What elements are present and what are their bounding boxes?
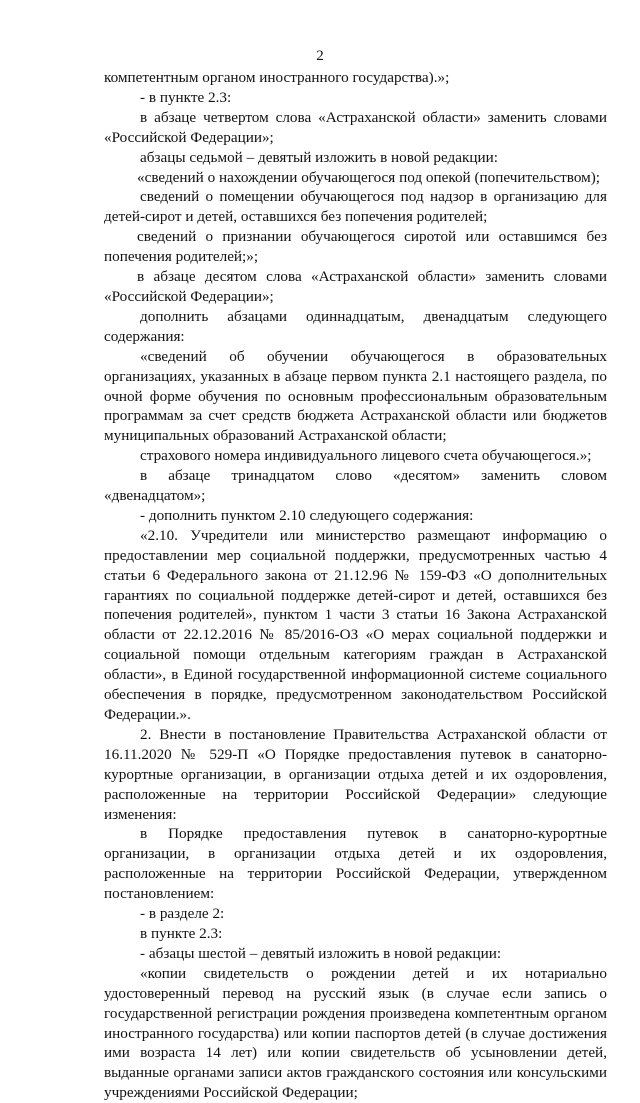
page-number: 2 (316, 48, 324, 64)
paragraph: 2. Внести в постановление Правительства Астраханской области от 16.11.2020 № 529-П «О Порядке предоставления путевок в санаторно-курортные организации, в организации отдыха детей и их оздоровления, расположенные на территории Российской Федерации» следующие изменения: (104, 725, 607, 823)
paragraph: сведений о помещении обучающегося под надзор в организацию для детей-сирот и детей, оставшихся без попечения родителей; (104, 188, 607, 226)
paragraph: «2.10. Учредители или министерство размещают информацию о предоставлении мер социальной поддержки, предусмотренных частью 4 статьи 6 Федерального закона от 21.12.96 № 159-ФЗ «О дополнительных гарантиях по социальной поддержке детей-сирот и детей, оставшихся без попечения родителей», пунктом 1 части 3 статьи 16 Закона Астраханской области от 22.12.2016 № 85/2016-ОЗ «О мерах социальной поддержки и социальной помощи отдельным категориям граждан в Астраханской области», в Единой государственной информационной системе социального обеспечения в порядке, предусмотренном законодательством Российской Федерации.». (104, 526, 607, 723)
paragraph: «сведений об обучении обучающегося в образовательных организациях, указанных в абзаце первом пункта 2.1 настоящего раздела, по очной форме обучения по основным профессиональным образовательным программам за счет средств бюджета Астраханской области или бюджетов муниципальных образований Астраханской области; (104, 347, 607, 445)
paragraph: в Порядке предоставления путевок в санаторно-курортные организации, в организации отдыха детей и их оздоровления, расположенные на территории Российской Федерации, утвержденном постановлением: (104, 825, 607, 903)
document-body (104, 68, 607, 1103)
paragraph: страхового номера индивидуального лицевого счета обучающегося.»; (140, 447, 592, 465)
paragraph: - дополнить пунктом 2.10 следующего содержания: (140, 506, 474, 524)
paragraph: в абзаце тринадцатом слово «десятом» заменить словом «двенадцатом»; (104, 467, 607, 505)
paragraph: «сведений о нахождении обучающегося под опекой (попечительством); (137, 168, 601, 186)
paragraph: - в пункте 2.3: (140, 88, 232, 106)
paragraph: в абзаце десятом слова «Астраханской области» заменить словами «Российской Федерации»; (104, 268, 607, 305)
paragraph: в пункте 2.3: (140, 924, 223, 942)
paragraph: «копии свидетельств о рождении детей и их нотариально удостоверенный перевод на русский язык (в случае если запись о государственной регистрации рождения произведена компетентным органом иностранного государства) или копии паспортов детей (в случае достижения ими возраста 14 лет) или копии свидетельств об усыновлении детей, выданные органами записи актов гражданского состояния или консульскими учреждениями Российской Федерации; (104, 964, 607, 1102)
paragraph: - абзацы шестой – девятый изложить в новой редакции: (140, 944, 502, 962)
paragraph: - в разделе 2: (140, 905, 225, 923)
paragraph: абзацы седьмой – девятый изложить в новой редакции: (140, 148, 498, 166)
paragraph: сведений о признании обучающегося сиротой или оставшимся без попечения родителей;»; (104, 228, 607, 266)
paragraph: дополнить абзацами одиннадцатым, двенадцатым следующего содержания: (104, 307, 607, 345)
paragraph: в абзаце четвертом слова «Астраханской области» заменить словами «Российской Федерации»; (104, 108, 607, 146)
paragraph: компетентным органом иностранного государства).»; (104, 69, 450, 86)
